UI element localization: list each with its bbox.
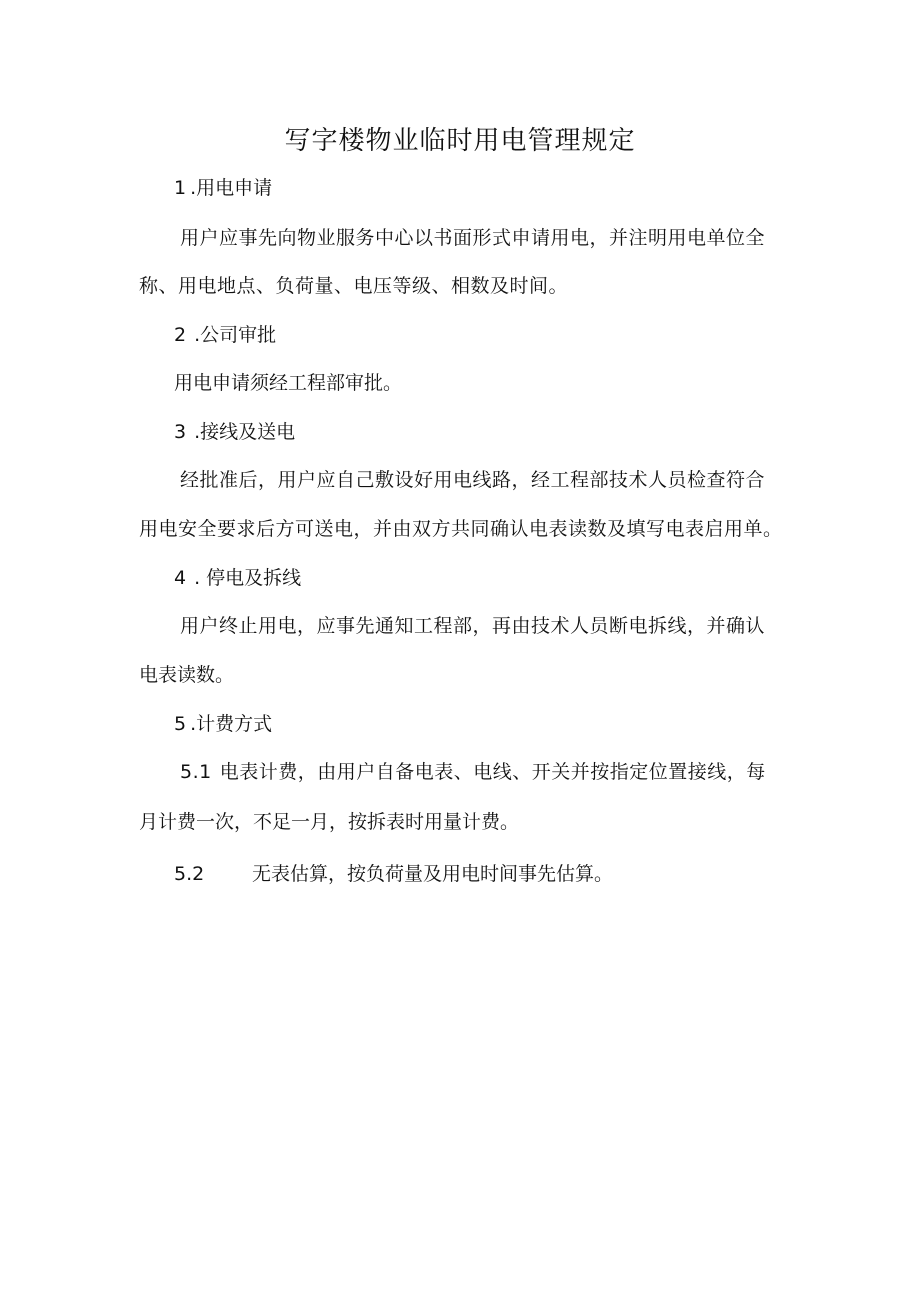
section-5-heading: [174, 712, 272, 736]
section-1-heading: [174, 176, 272, 200]
section-2-paragraph: 用电申请须经工程部审批。: [174, 372, 403, 394]
subsection-5-1-number: 5.1: [180, 761, 212, 783]
section-2-heading-text: .公司审批: [194, 324, 277, 346]
section-1-number: 1: [174, 177, 187, 199]
subsection-5-1-line-2: 月计费一次，不足一月，按拆表时用量计费。: [139, 811, 520, 833]
section-3-paragraph-line-1: 经批准后，用户应自己敷设好用电线路，经工程部技术人员检查符合: [180, 469, 766, 491]
subsection-5-2-text: 无表估算，按负荷量及用电时间事先估算。: [252, 863, 614, 885]
section-4-heading: [174, 566, 301, 590]
section-3-paragraph-line-2: 用电安全要求后方可送电，并由双方共同确认电表读数及填写电表启用单。: [139, 518, 783, 540]
section-3-heading: [174, 420, 295, 444]
section-3-heading-text: .接线及送电: [194, 421, 296, 443]
section-3-number: 3: [174, 421, 187, 443]
section-4-heading-text: . 停电及拆线: [194, 567, 302, 589]
subsection-5-1-line-1: [180, 760, 766, 784]
section-1-paragraph-line-2: 称、用电地点、负荷量、电压等级、相数及时间。: [139, 275, 569, 297]
subsection-5-2-number: 5.2: [174, 863, 205, 885]
section-5-heading-text: .计费方式: [190, 713, 273, 735]
section-4-paragraph-line-1: 用户终止用电，应事先通知工程部，再由技术人员断电拆线，并确认: [180, 615, 766, 637]
section-2-number: 2: [174, 324, 187, 346]
section-2-heading: [174, 323, 276, 347]
subsection-5-2: [174, 862, 613, 886]
page-title: 写字楼物业临时用电管理规定: [284, 126, 636, 156]
section-5-number: 5: [174, 713, 187, 735]
section-4-number: 4: [174, 567, 187, 589]
section-1-heading-text: .用电申请: [190, 177, 273, 199]
section-1-paragraph-line-1: 用户应事先向物业服务中心以书面形式申请用电，并注明用电单位全: [180, 227, 766, 249]
section-4-paragraph-line-2: 电表读数。: [139, 664, 235, 686]
subsection-5-1-text: 电表计费，由用户自备电表、电线、开关并按指定位置接线，每: [219, 761, 766, 783]
